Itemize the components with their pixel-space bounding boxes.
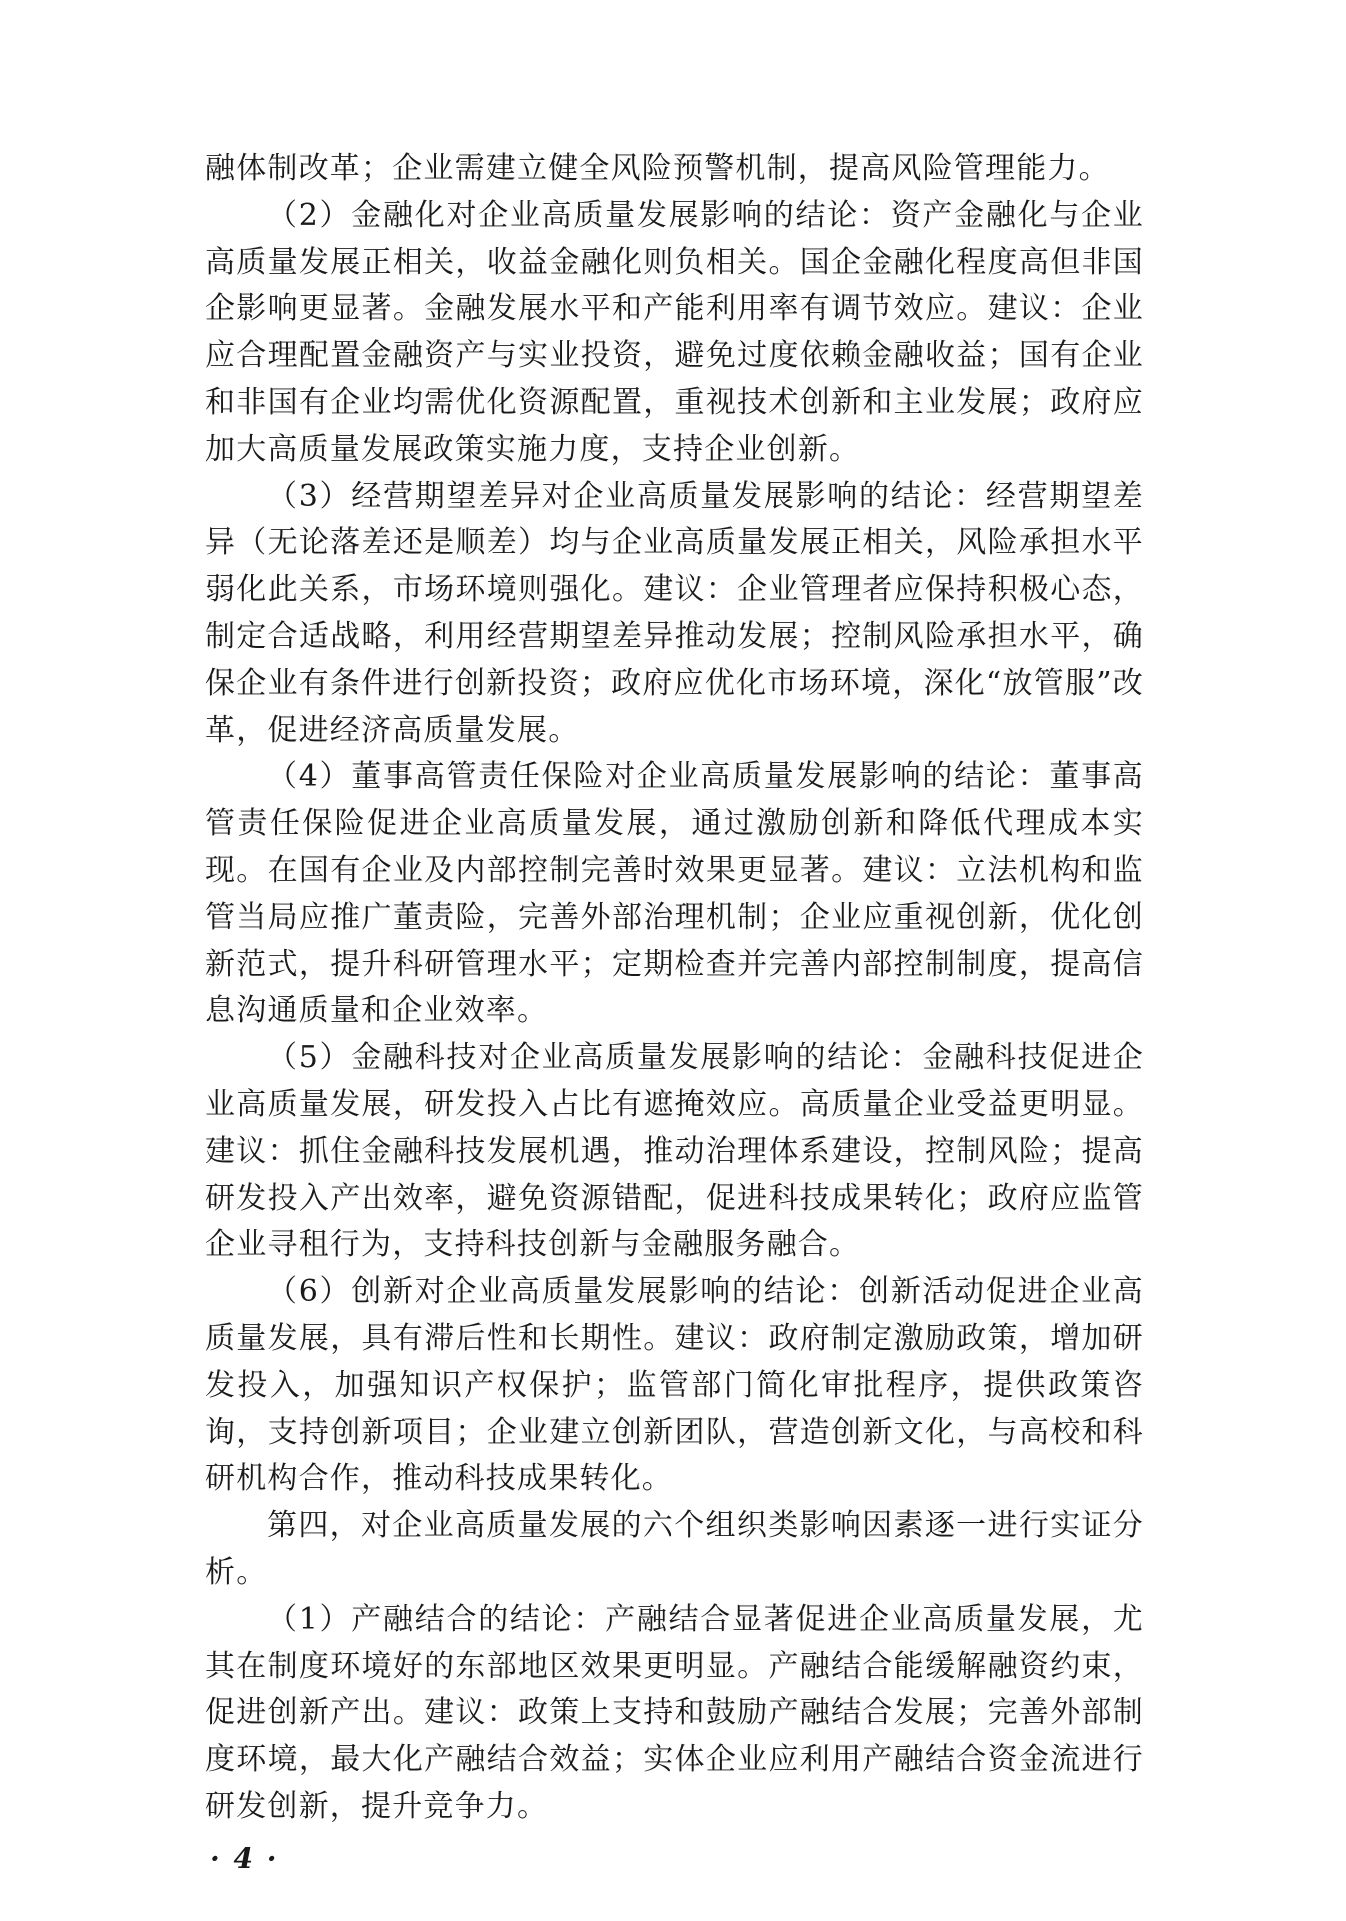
paragraph-innovation: （6）创新对企业高质量发展影响的结论：创新活动促进企业高质量发展，具有滞后性和长期性。建议：政府制定激励政策，增加研发投入，加强知识产权保护；监管部门简化审批程序，提供政策咨询，支持创新项目；企业建立创新团队，营造创新文化，与高校和科研机构合作，推动科技成果转化。 xyxy=(205,1274,1144,1497)
paragraph-do-insurance: （4）董事高管责任保险对企业高质量发展影响的结论：董事高管责任保险促进企业高质量发展，通过激励创新和降低代理成本实现。在国有企业及内部控制完善时效果更显著。建议：立法机构和监管当局应推广董责险，完善外部治理机制；企业应重视创新，优化创新范式，提升科研管理水平；定期检查并完善内部控制制度，提高信息沟通质量和企业效率。 xyxy=(205,759,1144,1029)
paragraph-expectation-gap: （3）经营期望差异对企业高质量发展影响的结论：经营期望差异（无论落差还是顺差）均与企业高质量发展正相关，风险承担水平弱化此关系，市场环境则强化。建议：企业管理者应保持积极心态，制定合适战略，利用经营期望差异推动发展；控制风险承担水平，确保企业有条件进行创新投资；政府应优化市场环境，深化“放管服”改革，促进经济高质量发展。 xyxy=(205,478,1144,748)
paragraph-industry-finance: （1）产融结合的结论：产融结合显著促进企业高质量发展，尤其在制度环境好的东部地区效果更明显。产融结合能缓解融资约束，促进创新产出。建议：政策上支持和鼓励产融结合发展；完善外部制度环境，最大化产融结合效益；实体企业应利用产融结合资金流进行研发创新，提升竞争力。 xyxy=(205,1601,1144,1824)
page-number: · 4 · xyxy=(210,1842,279,1875)
paragraph-continuation: 融体制改革；企业需建立健全风险预警机制，提高风险管理能力。 xyxy=(205,151,1110,186)
paragraph-fintech: （5）金融科技对企业高质量发展影响的结论：金融科技促进企业高质量发展，研发投入占比有遮掩效应。高质量企业受益更明显。建议：抓住金融科技发展机遇，推动治理体系建设，控制风险；提高研发投入产出效率，避免资源错配，促进科技成果转化；政府应监管企业寻租行为，支持科技创新与金融服务融合。 xyxy=(205,1040,1144,1263)
paragraph-fourth-point: 第四，对企业高质量发展的六个组织类影响因素逐一进行实证分析。 xyxy=(205,1508,1144,1590)
body-text xyxy=(205,146,1144,1831)
paragraph-financialization: （2）金融化对企业高质量发展影响的结论：资产金融化与企业高质量发展正相关，收益金融化则负相关。国企金融化程度高但非国企影响更显著。金融发展水平和产能利用率有调节效应。建议：企业应合理配置金融资产与实业投资，避免过度依赖金融收益；国有企业和非国有企业均需优化资源配置，重视技术创新和主业发展；政府应加大高质量发展政策实施力度，支持企业创新。 xyxy=(205,197,1144,467)
